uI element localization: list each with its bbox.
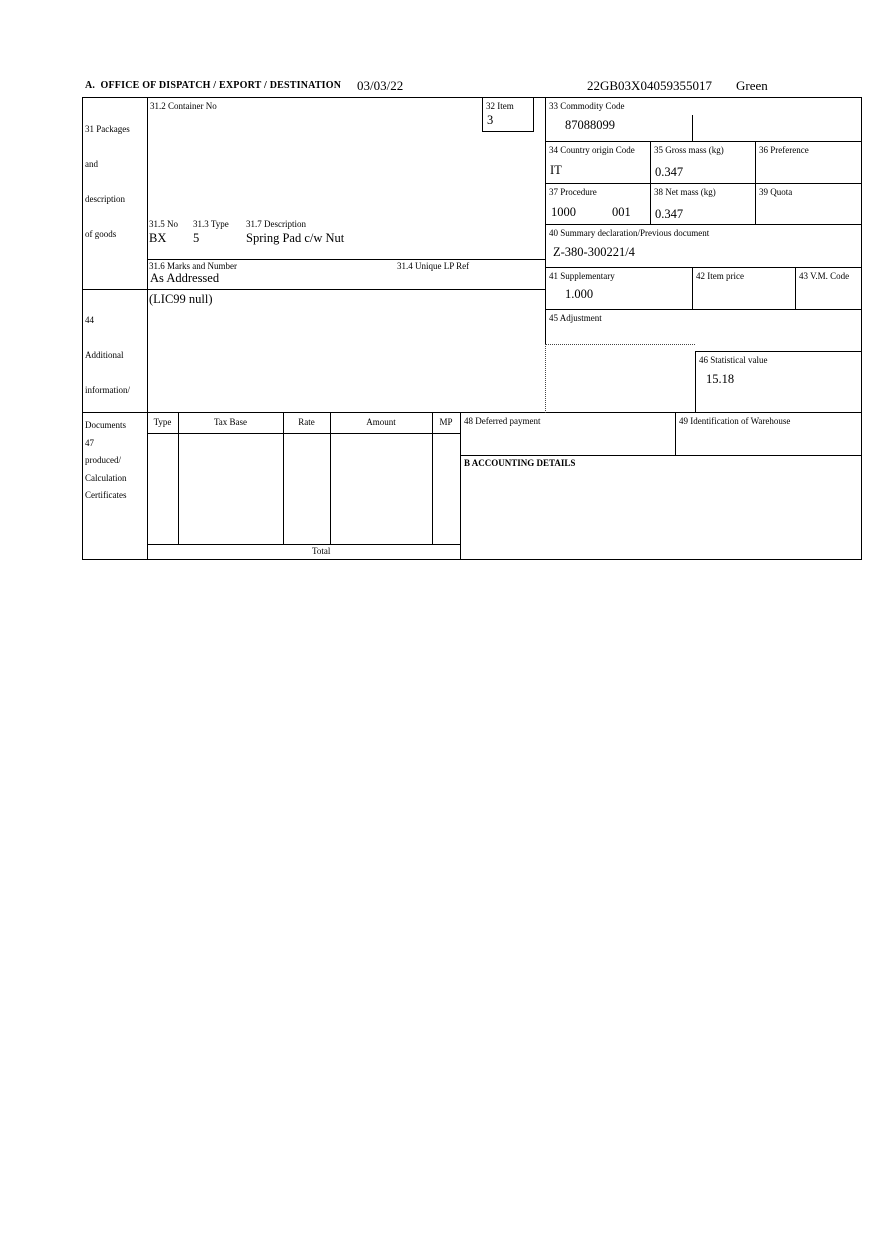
divider — [675, 412, 676, 456]
box44-label: 44 Additional information/ Documents produced/ Certificates — [85, 315, 130, 500]
divider — [147, 97, 148, 560]
box31-5-label: 31.5 No — [149, 219, 178, 229]
divider — [482, 97, 483, 132]
divider — [147, 544, 460, 545]
box31-label: 31 Packages and description of goods — [85, 124, 130, 239]
routing-status: Green — [736, 78, 768, 93]
divider — [755, 141, 756, 225]
box32-label: 32 Item — [486, 101, 514, 111]
box31-7-value: Spring Pad c/w Nut — [246, 231, 345, 245]
box31-3-value: 5 — [193, 231, 200, 245]
dotted-divider — [545, 344, 546, 413]
box34-value: IT — [550, 163, 562, 177]
box38-value: 0.347 — [655, 207, 684, 221]
accounting-details-label: B ACCOUNTING DETAILS — [464, 458, 576, 468]
divider — [795, 267, 796, 310]
divider — [82, 412, 862, 413]
divider — [482, 131, 534, 132]
box31-7-label: 31.7 Description — [246, 219, 306, 229]
divider — [533, 97, 534, 132]
box31-3-label: 31.3 Type — [193, 219, 229, 229]
divider — [178, 412, 179, 545]
box40-value: Z-380-300221/4 — [553, 245, 635, 259]
calc-col-amount: Amount — [366, 417, 396, 427]
divider — [545, 141, 862, 142]
divider — [82, 97, 862, 98]
box32-value: 3 — [487, 113, 494, 127]
box41-label: 41 Supplementary — [549, 271, 615, 281]
box31-2-label: 31.2 Container No — [150, 101, 217, 111]
box33-label: 33 Commodity Code — [549, 101, 625, 111]
dispatch-date: 03/03/22 — [357, 78, 404, 93]
calc-col-mp: MP — [439, 417, 453, 427]
box36-label: 36 Preference — [759, 145, 809, 155]
divider — [330, 412, 331, 545]
box31-6-value: As Addressed — [150, 271, 220, 285]
box37-value-procedure: 1000 — [551, 205, 576, 219]
box35-value: 0.347 — [655, 165, 684, 179]
divider — [545, 183, 862, 184]
box31-6-label: 31.6 Marks and Number — [149, 261, 237, 271]
divider — [545, 309, 862, 310]
box38-label: 38 Net mass (kg) — [654, 187, 716, 197]
box35-label: 35 Gross mass (kg) — [654, 145, 724, 155]
box47-label: 47 Calculation — [85, 438, 127, 483]
calc-total-label: Total — [312, 546, 331, 556]
box46-value: 15.18 — [706, 372, 735, 386]
divider — [545, 224, 862, 225]
box48-label: 48 Deferred payment — [464, 416, 541, 426]
box45-label: 45 Adjustment — [549, 313, 602, 323]
divider — [650, 141, 651, 225]
divider — [283, 412, 284, 545]
divider — [82, 559, 862, 560]
box44-value: (LIC99 null) — [149, 292, 213, 306]
box42-label: 42 Item price — [696, 271, 744, 281]
box34-label: 34 Country origin Code — [549, 145, 635, 155]
box40-label: 40 Summary declaration/Previous document — [549, 228, 710, 238]
box49-label: 49 Identification of Warehouse — [679, 416, 791, 426]
divider — [432, 412, 433, 545]
divider — [460, 412, 461, 560]
divider — [861, 97, 862, 560]
calc-col-type: Type — [153, 417, 172, 427]
calc-col-taxbase: Tax Base — [213, 417, 248, 427]
box43-label: 43 V.M. Code — [799, 271, 850, 281]
divider — [147, 433, 460, 434]
divider — [147, 259, 545, 260]
divider — [545, 267, 862, 268]
divider — [460, 455, 862, 456]
divider — [695, 351, 696, 413]
divider — [695, 351, 862, 352]
box31-4-label: 31.4 Unique LP Ref — [397, 261, 470, 271]
divider — [82, 289, 545, 290]
box33-value: 87088099 — [565, 118, 615, 132]
divider — [692, 267, 693, 310]
divider — [692, 115, 693, 142]
movement-reference-number: 22GB03X04059355017 — [587, 78, 712, 93]
calc-col-rate: Rate — [298, 417, 315, 427]
section-a-title: A. OFFICE OF DISPATCH / EXPORT / DESTINATION — [85, 80, 342, 91]
box31-5-value: BX — [149, 231, 167, 245]
box41-value: 1.000 — [565, 287, 594, 301]
box39-label: 39 Quota — [759, 187, 793, 197]
box46-label: 46 Statistical value — [699, 355, 768, 365]
box37-label: 37 Procedure — [549, 187, 597, 197]
divider — [545, 97, 546, 345]
dotted-divider — [545, 344, 695, 345]
divider — [82, 97, 83, 560]
box37-value-additional: 001 — [612, 205, 631, 219]
